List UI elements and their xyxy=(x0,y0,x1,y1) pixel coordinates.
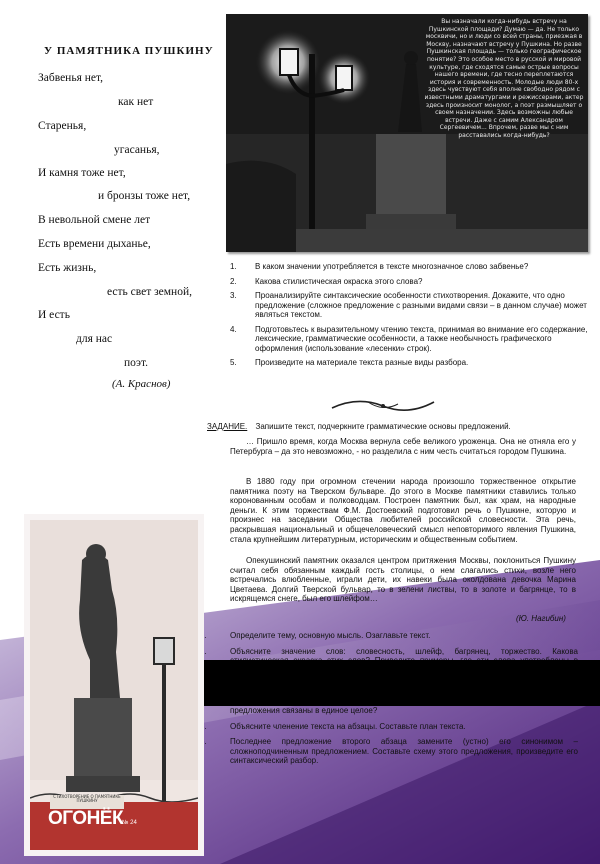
list-item: 2. Какова стилистическая окраска этого слова? xyxy=(230,276,423,286)
poem-line: есть свет земной, xyxy=(107,286,192,298)
text-signature: (Ю. Нагибин) xyxy=(516,614,566,623)
magazine-subtitle: СТИХОТВОРЕНИЕ О ПАМЯТНИКЕ ПУШКИНУ xyxy=(50,795,124,809)
list-item: 5. Объясните членение текста на абзацы. Составьте план текста. xyxy=(200,721,466,731)
poem-line: как нет xyxy=(118,96,154,108)
poem-line: Забвенья нет, xyxy=(38,72,104,84)
poem-title: У ПАМЯТНИКА ПУШКИНУ xyxy=(44,45,214,57)
list-item: 5. Произведите на материале текста разные виды разбора. xyxy=(230,358,469,367)
poem-line: Есть времени дыханье, xyxy=(38,238,151,250)
flourish-divider-icon xyxy=(328,394,438,416)
list-item: 6. Последнее предложение второго абзаца замените (устно) его синонимом – сложноподчиненным предложением. Составьте схему этого предложения, произведите его синтаксический разбор. xyxy=(200,737,578,765)
black-overlay-bar xyxy=(195,660,600,706)
task-label: ЗАДАНИЕ. xyxy=(207,422,248,431)
task-instruction: Запишите текст, подчеркните грамматические основы предложений. xyxy=(255,422,511,431)
text-paragraph: Опекушинский памятник оказался центром притяжения Москвы, поклониться Пушкину считал себя обязанным каждый гость столицы, о нем слагались стихи, возле него встречались влюбленные, играли дети, их навеки была околдована девочка Марина Цветаева. Долгий Тверской бульвар, то в зелени листвы, то в золоте и багрянце, то в искрящемся снеге, был его шлейфом… xyxy=(230,556,576,604)
list-item: 1. В каком значении употребляется в тексте многозначное слово забвенье? xyxy=(230,262,529,271)
poem-line: Есть жизнь, xyxy=(38,262,97,274)
poem-questions xyxy=(230,262,590,373)
list-item: 1. Определите тему, основную мысль. Озаглавьте текст. xyxy=(200,631,431,640)
list-item: предложения связаны в единое целое? xyxy=(230,706,378,715)
task-heading xyxy=(207,422,511,431)
magazine-logo: ОГОНЁК xyxy=(48,808,124,829)
list-item: 3. Проанализируйте синтаксические особенности стихотворения. Докажите, что одно предложение (сложное предложение с разными видами связи – в данном случае) может являться текстом. xyxy=(230,291,587,319)
poem-line: угасанья, xyxy=(114,144,160,156)
poem-line: Старенья, xyxy=(38,120,87,132)
poem-line: И камня тоже нет, xyxy=(38,167,126,179)
poem-line: И есть xyxy=(38,309,70,321)
list-item: 2. Объясните значение слов: словесность, шлейф, багрянец, торжество. Какова xyxy=(200,646,578,656)
poem-line: и бронзы тоже нет, xyxy=(98,190,191,202)
monument-night-photo xyxy=(226,14,588,252)
poem-line: поэт. xyxy=(124,357,149,369)
text-paragraph: … Пришло время, когда Москва вернула себе великого уроженца. Она не отняла его у Петербурга – да это невозможно, - но разделила с ним честь считаться городом Пушкина. xyxy=(230,437,576,456)
magazine-issue: № 24 xyxy=(122,820,137,826)
poem-line: В невольной смене лет xyxy=(38,214,151,226)
poem-line: для нас xyxy=(76,333,113,345)
text-paragraph: В 1880 году при огромном стечении народа произошло торжественное открытие памятника поэту на Тверском бульваре. До этого в Москве памятники ставились только коронованным особам и полководцам. Построен памятник был, как храм, на народные деньги. К этим торжествам Ф.М. Достоевский подготовил речь о Пушкине, которую и произнес на заседании Общества любителей российской словесности. Эта речь, раскрывшая национальный и общечеловеческий смысл неповторимого явления Пушкина, стала крупнейшим литературным, историческим и общественным событием. xyxy=(230,477,576,544)
ogonek-magazine-cover xyxy=(30,520,198,850)
poem-author: (А. Краснов) xyxy=(112,378,171,390)
list-item: 4. Подготовьтесь к выразительному чтению текста, принимая во внимание его содержание, лексические, грамматические особенности, а также необычность графического оформления (использование «лесенки» строк). xyxy=(230,324,588,353)
photo-caption-text: Вы назначали когда-нибудь встречу на Пушкинской площади? Думаю — да. Не только москвичи, но и люди со всей страны, приезжая в Москву, назначают встречу у Пушкина. Но разве Пушкинская площадь — только географическое понятие? Это особое место в русской и мировой культуре, где сходятся самые острые вопросы нашего времени, где тесно переплетаются история и современность. Молодые люди 80-х здесь чувствуют себя вполне свободно рядом с известными драматургами и режиссерами, актер здесь произносит монолог, а поэт размышляет о своем назначении. Здесь возможны любые встречи. Даже с самим Александром Сергеевичем... Впрочем, разве мы с ним расставались когда-нибудь? xyxy=(424,18,584,139)
